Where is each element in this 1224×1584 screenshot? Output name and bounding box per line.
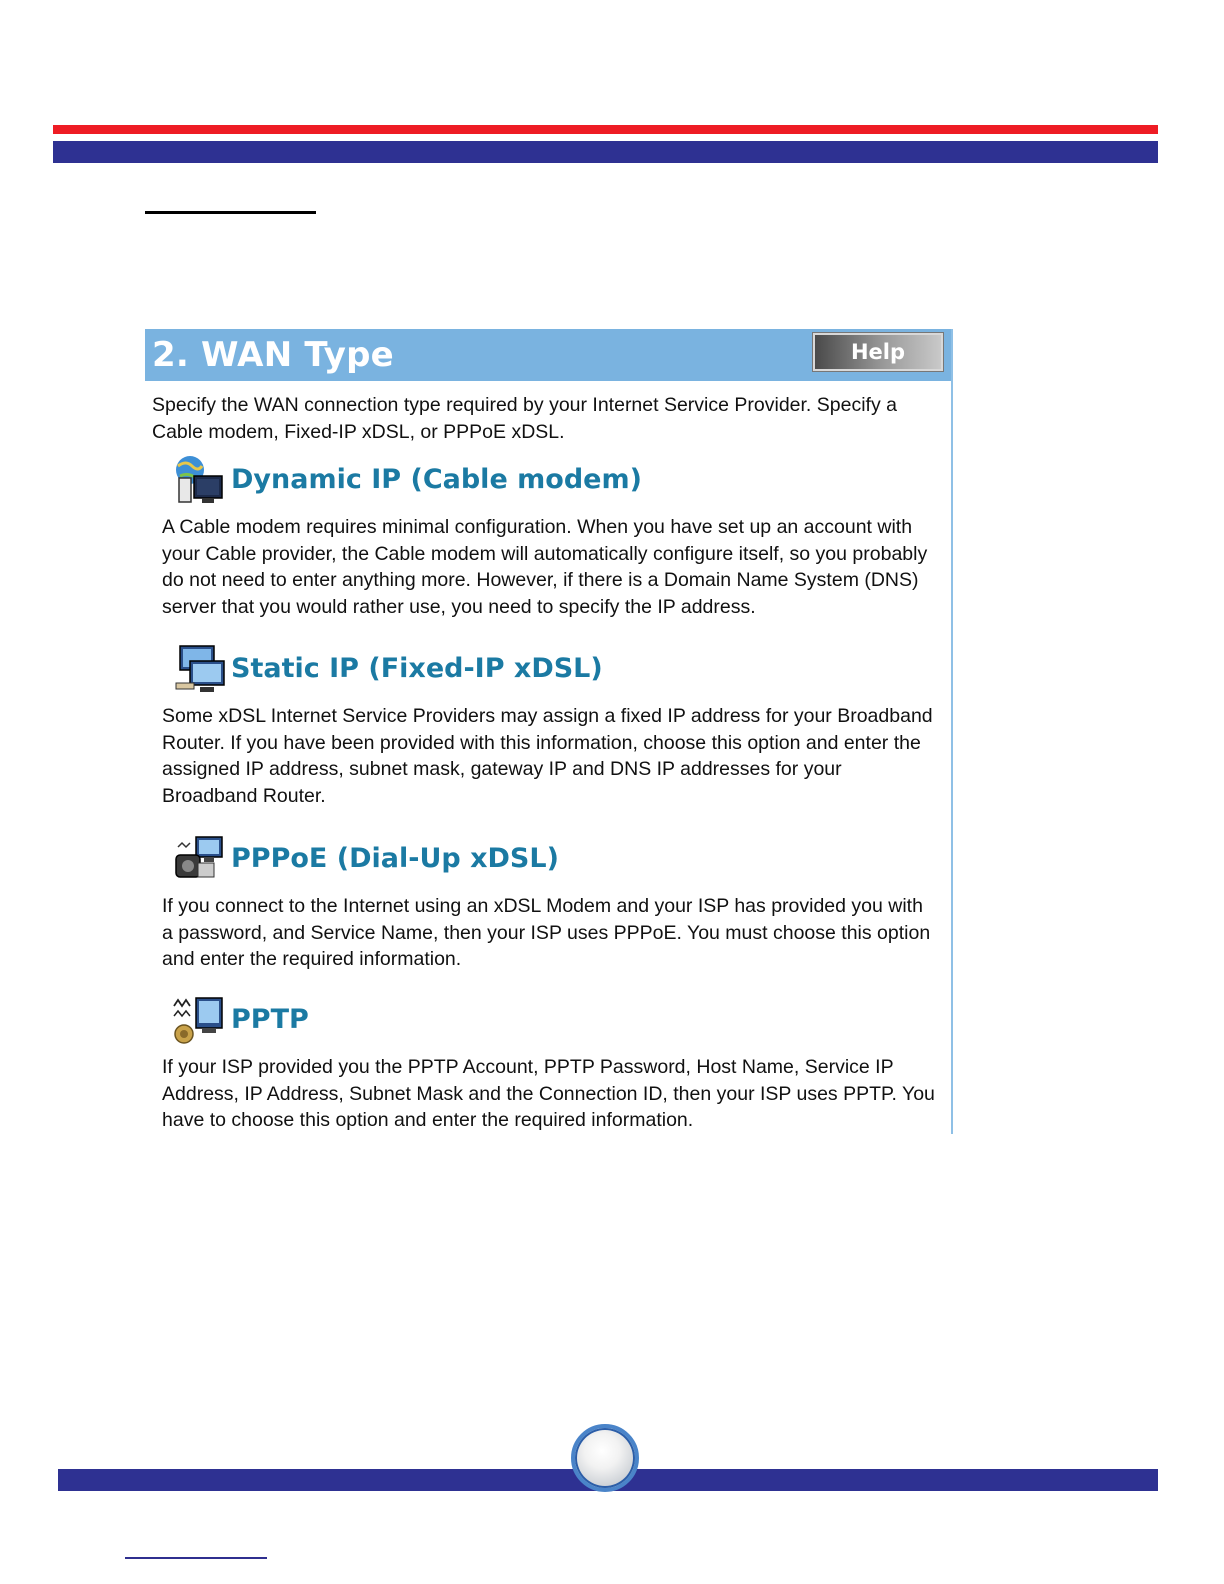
option-title: PPPoE (Dial-Up xDSL) [231,843,559,874]
option-description: Some xDSL Internet Service Providers may assign a fixed IP address for your Broadband Router. If you have been provided with this information, choose this option and enter the assigned IP address, subnet mask, gateway IP and DNS IP addresses for your Broadband Router. [162,705,933,807]
option-header [162,994,942,1048]
option-description: If you connect to the Internet using an xDSL Modem and your ISP has provided you with a password, and Service Name, then your ISP uses PPPoE. You must choose this option and enter the required information. [162,895,931,970]
option-title: Static IP (Fixed-IP xDSL) [231,653,603,684]
header-blue-bar [53,141,1158,163]
globe-computer-icon [170,454,226,506]
option-pppoe[interactable] [162,833,942,973]
help-button[interactable]: Help [813,333,943,371]
option-description: If your ISP provided you the PPTP Account, PPTP Password, Host Name, Service IP Address, IP Address, Subnet Mask and the Connection ID, then your ISP uses PPTP. You have to choose this option and enter the required information. [162,1056,935,1131]
option-header [162,833,942,887]
footer-rule [125,1557,267,1559]
option-dynamic-ip[interactable] [162,454,942,620]
option-static-ip[interactable] [162,643,942,809]
vpn-computer-icon [170,994,226,1046]
option-description: A Cable modem requires minimal configuration. When you have set up an account with your Cable provider, the Cable modem will automatically configure itself, so you probably do not need to enter anything more. However, if there is a Domain Name System (DNS) server that you would rather use, you need to specify the IP address. [162,516,928,618]
intro-text: Specify the WAN connection type required by your Internet Service Provider. Specify a Cable modem, Fixed-IP xDSL, or PPPoE xDSL. [152,394,897,443]
option-title: Dynamic IP (Cable modem) [231,464,642,495]
wan-type-panel [145,329,953,1134]
option-title: PPTP [231,1004,309,1035]
header-red-bar [53,125,1158,134]
page-number-badge [571,1424,639,1492]
option-header [162,454,942,508]
panel-header [145,329,951,381]
panel-title: 2. WAN Type [152,335,394,375]
network-computers-icon [170,643,226,695]
dialup-phone-computer-icon [170,833,226,885]
option-pptp[interactable] [162,994,942,1134]
section-heading-rule [145,211,316,214]
option-header [162,643,942,697]
